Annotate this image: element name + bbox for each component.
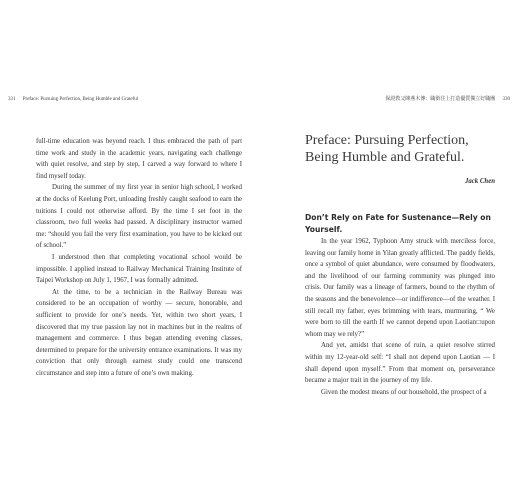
- left-page-number: 331: [8, 97, 16, 102]
- right-body-text: [305, 236, 495, 398]
- right-page-number: 330: [502, 97, 510, 102]
- preface-title: Preface: Pursuing Perfection, Being Humble and Grateful.: [305, 133, 469, 165]
- paragraph: In the year 1962, Typhoon Amy struck with merciless force, leaving our family home in Yilan greatly afflicted. The paddy fields, once a symbol of quiet abundance, were consumed by floodwaters, and the livelihood of our farming community was plunged into crisis. Our family was a lineage of farmers, bound to the rhythm of the seasons and the benevolence—or indifference—of the weather. I still recall my father, eyes brimming with tears, murmuring, “ We were born to till the earth If we cannot depend upon Laotian□upon whom may we rely?”: [305, 238, 495, 338]
- left-page: [8, 96, 258, 396]
- right-page: [260, 96, 510, 396]
- paragraph: full-time education was beyond reach. I thus embraced the path of part time work and study in the academic years, navigating each challenge with quiet resolve, and step by step, I carved a way forward to where I find myself today.: [36, 138, 242, 180]
- paragraph: And yet, amidst that scene of ruin, a quiet resolve stirred within my 12-year-old self: “I shall not depend upon Laotian — I shall depend upon myself.” From that moment on, perseverance became a major trait in the journey of my life.: [305, 342, 495, 385]
- left-body-text: [36, 136, 242, 379]
- left-running-header: [8, 96, 258, 103]
- left-header-title: Preface: Pursuing Perfection, Being Humble and Grateful: [22, 97, 139, 102]
- section-heading: Don’t Rely on Fate for Sustenance—Rely on Yourself.: [305, 213, 491, 234]
- author-name: Jack Chen: [464, 178, 495, 185]
- paragraph: Given the modest means of our household, the prospect of a: [321, 388, 487, 396]
- paragraph: At the time, to be a technician in the Railway Bureau was considered to be an occupation of worthy — secure, honorable, and sufficient to provide for one’s needs. Yet, within two short years, I discovered that my true passion lay not in machines but in the realms of management and commerce. I thus began attending evening classes, determined to prepare for the university entrance examinations. It was my conviction that only through earnest study could one transcend circumstance and step into a future of one’s own making.: [36, 288, 242, 377]
- right-header-title: 保證教父陳燕木傳：職銜往上打造優質獨立好職團: [385, 97, 496, 102]
- paragraph: I understood then that completing vocational school would be impossible. I applied instead to Railway Mechanical Training Institute of Taipei Workshop on July 1, 1967, I was formally admitted.: [36, 253, 242, 285]
- paragraph: During the summer of my first year in senior high school, I worked at the docks of Keelung Port, unloading freshly caught seafood to earn the tuitions I could not otherwise afford. By the time I set foot in the classroom, two full weeks had passed. A disciplinary instructor warned me: “should you fail the very first examination, you have to be kicked out of school.”: [36, 184, 242, 250]
- right-running-header: [260, 96, 510, 103]
